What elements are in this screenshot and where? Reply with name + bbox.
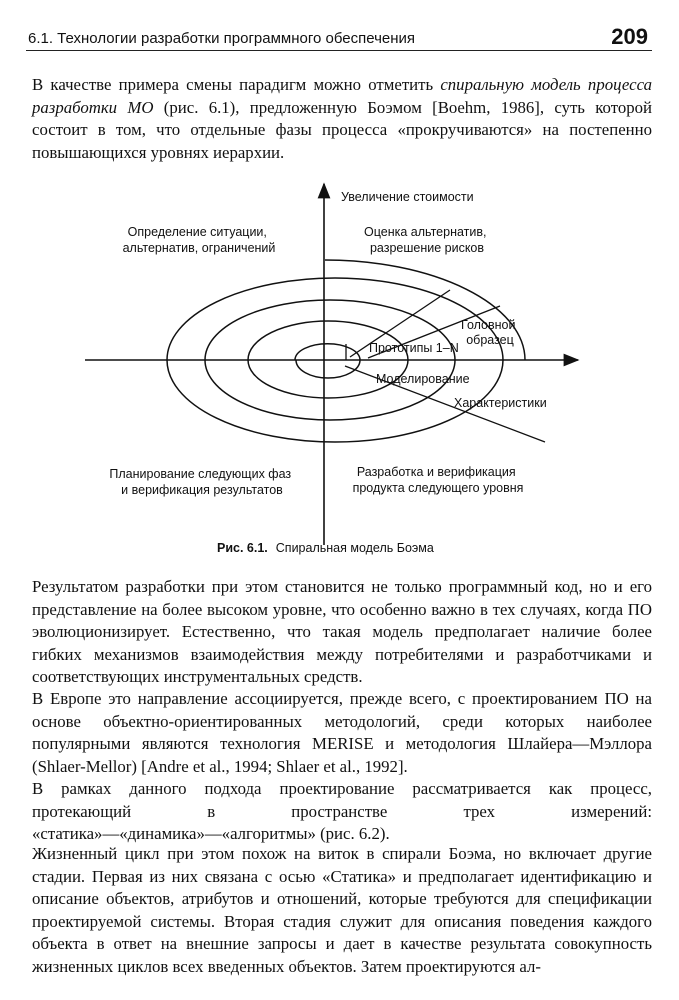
prototype-lines — [345, 290, 545, 442]
caption-text: Спиральная модель Боэма — [275, 541, 434, 555]
cost-axis-label: Увеличение стоимости — [341, 190, 474, 204]
spiral-loop-1 — [295, 344, 360, 378]
quadrant-label-top-right: Оценка альтернатив, разрешение рисков — [364, 225, 487, 255]
quadrant-label-top-left: Определение ситуации, альтернатив, ограничений — [122, 225, 276, 255]
caption-number: Рис. 6.1. — [217, 541, 268, 555]
intro-text-end: (рис. 6.1), предложенную Боэмом [Boehm, 1986], суть которой состоит в том, что отдельные фазы процесса «прокручиваются» на постепенно повышающихся уровнях иерархии. — [32, 97, 652, 162]
page-header — [26, 24, 652, 51]
body-paragraph-2: В Европе это направление ассоциируется, прежде всего, с проектированием ПО на основе объектно-ориентированных методологий, среди которых наиболее популярными являются технология MERISE и методология Шлайера—Мэллора (Shlaer-Mellor) [Andre et al., 1994; Shlaer et al., 1992]. — [32, 689, 652, 776]
body-paragraph-1: Результатом разработки при этом становится не только программный код, но и его представление на более высоком уровне, что особенно важно в тех случаях, когда ПО эволюционизирует. Естественно, что такая модель предполагает наличие более гибких механизмов взаимодействия между потребителями и разработчиками и соответствующих инструментальных средств. — [32, 577, 652, 686]
intro-paragraph — [32, 74, 652, 164]
intro-italic-term: спиральную модель процесса разработки МО — [32, 75, 652, 117]
body-paragraph-3: В рамках данного подхода проектирование рассматривается как процесс, протекающий в пространстве трех измерений: «статика»—«динамика»—«алгоритмы» (рис. 6.2). — [32, 779, 652, 843]
body-paragraph-4: Жизненный цикл при этом похож на виток в спирали Боэма, но включает другие стадии. Первая из них связана с осью «Статика» и предполагает идентификацию и описание объектов, атрибутов и отношений, которые требуются для спецификации проектируемой системы. Вторая стадия служит для описания поведения каждого объекта в ответ на внешние запросы и дает в качестве результата совокупность жизненных циклов всех введенных объектов. Затем проектируются ал- — [32, 844, 652, 976]
figure-caption — [217, 539, 434, 556]
page-number: 209 — [611, 24, 648, 49]
running-title: 6.1. Технологии разработки программного обеспечения — [28, 30, 416, 47]
prototypes-label: Прототипы 1–N — [369, 341, 459, 355]
spiral-model-figure — [0, 175, 679, 570]
modeling-label: Моделирование — [376, 372, 470, 386]
head-sample-label: Головной образец — [461, 318, 516, 347]
characteristics-label: Характеристики — [454, 396, 547, 410]
quadrant-label-bottom-right: Разработка и верификация продукта следующего уровня — [352, 465, 524, 495]
intro-text-start: В качестве примера смены парадигм можно отметить — [32, 75, 441, 94]
quadrant-label-bottom-left: Планирование следующих фаз и верификация результатов — [109, 467, 292, 497]
